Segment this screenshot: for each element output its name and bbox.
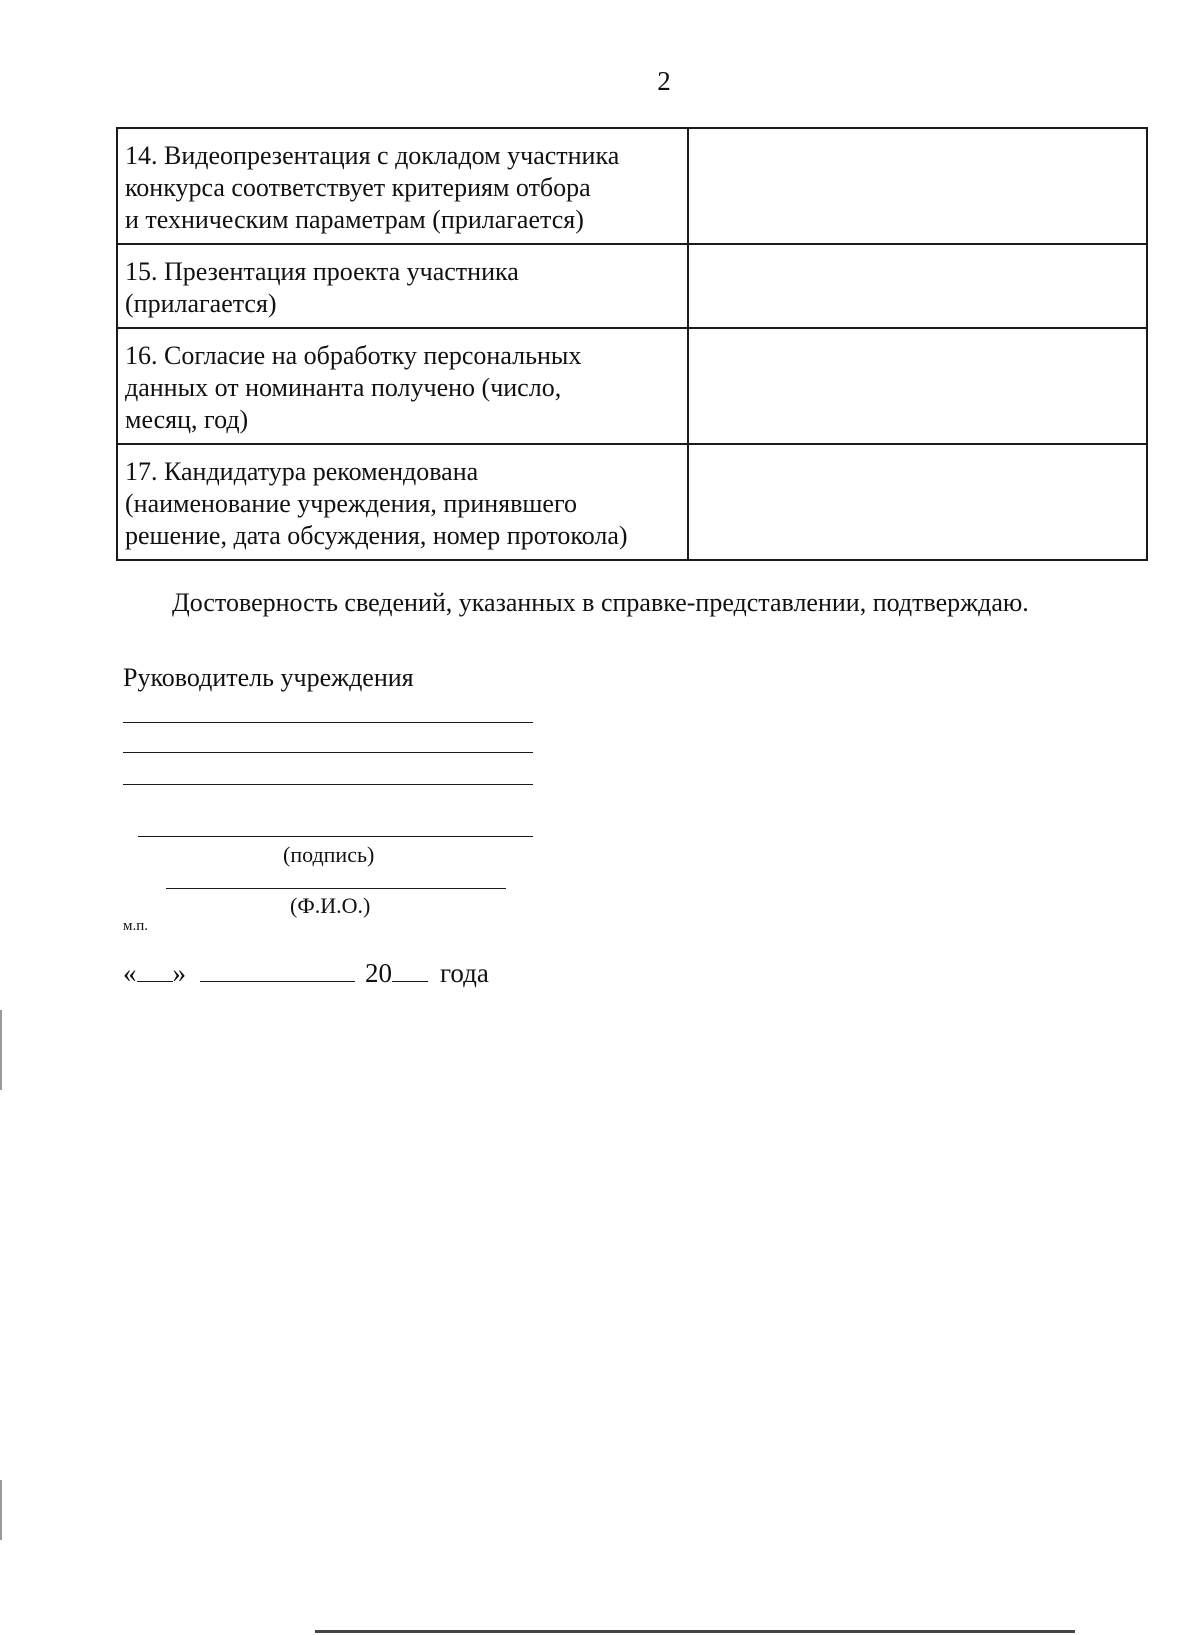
confirmation-text: Достоверность сведений, указанных в справке-представлении, подтверждаю. bbox=[172, 588, 1029, 617]
table-row bbox=[117, 244, 1147, 328]
blank-line bbox=[123, 722, 533, 723]
month-blank bbox=[200, 959, 355, 982]
info-table bbox=[116, 127, 1148, 561]
row-value bbox=[688, 444, 1147, 560]
blank-line bbox=[123, 784, 533, 785]
name-caption: (Ф.И.О.) bbox=[290, 893, 371, 918]
blank-line bbox=[123, 752, 533, 753]
scan-bottom-edge bbox=[315, 1630, 1075, 1633]
table-row bbox=[117, 128, 1147, 244]
open-quote: « bbox=[123, 958, 137, 988]
year-suffix: года bbox=[440, 958, 489, 988]
date-line bbox=[123, 958, 489, 989]
row-label: 15. Презентация проекта участника (прилагается) bbox=[117, 244, 688, 328]
close-quote: » bbox=[172, 958, 186, 988]
head-label: Руководитель учреждения bbox=[123, 663, 414, 692]
table-row bbox=[117, 444, 1147, 560]
row-value bbox=[688, 244, 1147, 328]
name-line bbox=[166, 888, 506, 889]
scan-edge-mark bbox=[0, 1480, 2, 1540]
row-label: 16. Согласие на обработку персональных данных от номинанта получено (число, месяц, год) bbox=[117, 328, 688, 444]
table-row bbox=[117, 328, 1147, 444]
page-number: 2 bbox=[657, 66, 671, 96]
year-prefix: 20 bbox=[365, 958, 392, 988]
row-value bbox=[688, 328, 1147, 444]
day-blank bbox=[137, 959, 173, 982]
stamp-label: м.п. bbox=[123, 918, 149, 934]
signature-caption: (подпись) bbox=[283, 842, 375, 867]
scan-edge-mark bbox=[0, 1010, 2, 1090]
year-blank bbox=[392, 959, 428, 982]
signature-line bbox=[138, 836, 533, 837]
row-value bbox=[688, 128, 1147, 244]
row-label: 17. Кандидатура рекомендована (наименование учреждения, принявшего решение, дата обсуждения, номер протокола) bbox=[117, 444, 688, 560]
row-label: 14. Видеопрезентация с докладом участника конкурса соответствует критериям отбора и техническим параметрам (прилагается) bbox=[117, 128, 688, 244]
